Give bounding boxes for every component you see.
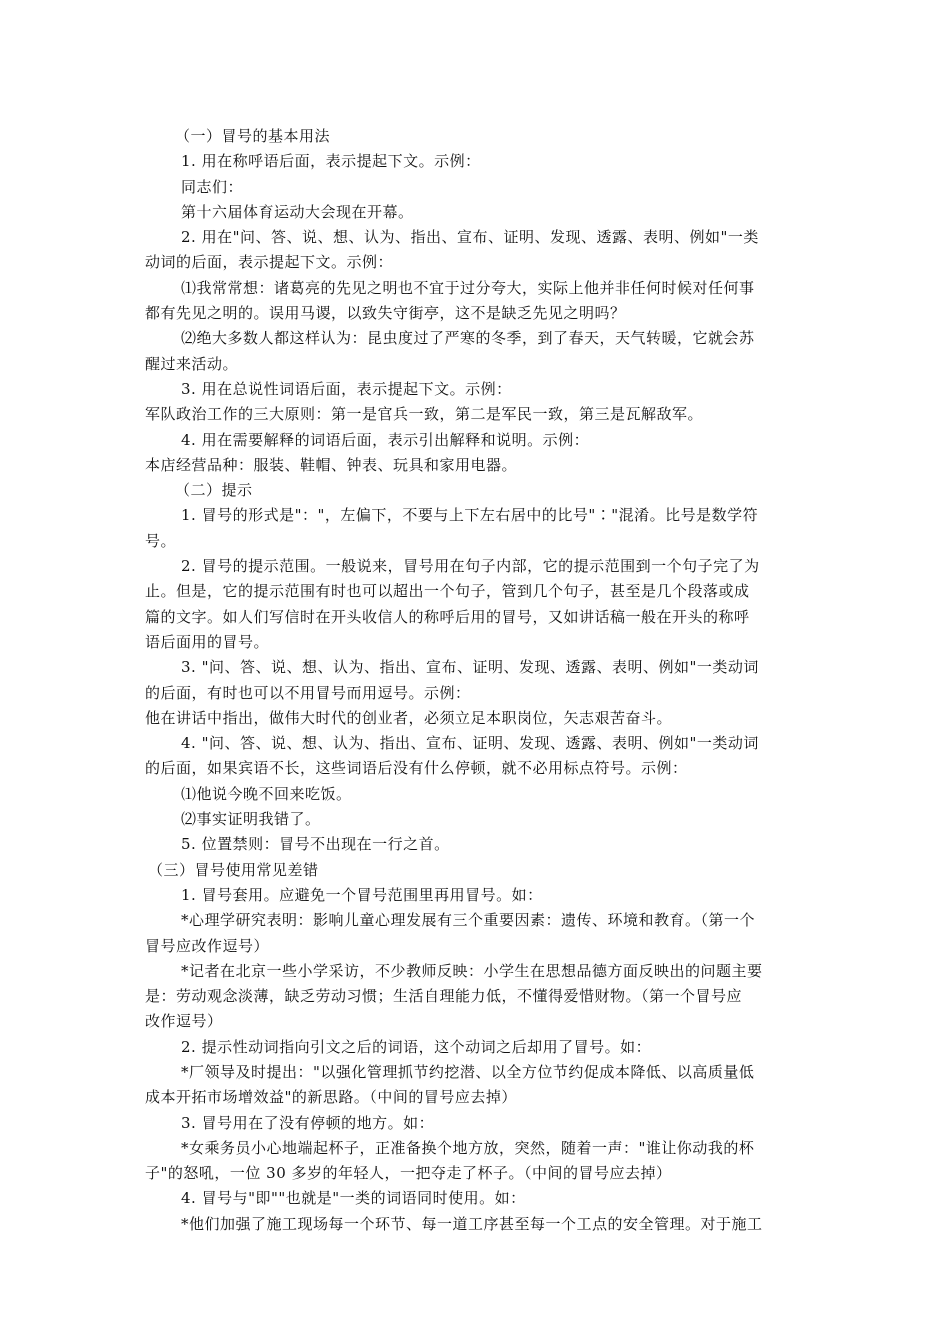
text-line: 成本开拓市场增效益"的新思路。（中间的冒号应去掉） — [145, 1088, 517, 1107]
text-line: 2. 用在"问、答、说、想、认为、指出、宣布、证明、发现、透露、表明、例如"一类 — [181, 228, 759, 247]
text-line: 1. 冒号的形式是"："，左偏下，不要与上下左右居中的比号"∶"混淆。比号是数学符 — [181, 506, 759, 525]
text-line: 4. 用在需要解释的词语后面，表示引出解释和说明。示例： — [181, 430, 590, 449]
text-line: （三）冒号使用常见差错 — [148, 860, 319, 879]
text-line: 2. 冒号的提示范围。一般说来，冒号用在句子内部，它的提示范围到一个句子完了为 — [181, 557, 760, 576]
text-line: ⑴他说今晚不回来吃饭。 — [181, 784, 352, 803]
text-line: 是：劳动观念淡薄，缺乏劳动习惯；生活自理能力低，不懂得爱惜财物。（第一个冒号应 — [145, 987, 743, 1006]
text-line: 止。但是，它的提示范围有时也可以超出一个句子，管到几个句子，甚至是几个段落或成 — [145, 582, 750, 601]
text-line: 篇的文字。如人们写信时在开头收信人的称呼后用的冒号，又如讲话稿一般在开头的称呼 — [145, 607, 750, 626]
text-line: 第十六届体育运动大会现在开幕。 — [181, 202, 414, 221]
text-line: 4. 冒号与"即""也就是"一类的词语同时使用。如： — [181, 1189, 526, 1208]
text-line: *他们加强了施工现场每一个环节、每一道工序甚至每一个工点的安全管理。对于施工 — [181, 1214, 763, 1233]
text-line: 动词的后面，表示提起下文。示例： — [145, 253, 394, 272]
text-line: 的后面，如果宾语不长，这些词语后没有什么停顿，就不必用标点符号。示例： — [145, 759, 688, 778]
text-line: 的后面，有时也可以不用冒号而用逗号。示例： — [145, 683, 471, 702]
text-line: 3. "问、答、说、想、认为、指出、宣布、证明、发现、透露、表明、例如"一类动词 — [181, 658, 759, 677]
text-line: 1. 用在称呼语后面，表示提起下文。示例： — [181, 152, 481, 171]
text-line: 军队政治工作的三大原则：第一是官兵一致，第二是军民一致，第三是瓦解敌军。 — [145, 405, 704, 424]
text-line: 改作逗号） — [145, 1012, 223, 1031]
text-line: ⑴我常常想：诸葛亮的先见之明也不宜于过分夸大，实际上他并非任何时候对任何事 — [181, 278, 755, 297]
text-line: *女乘务员小心地端起杯子，正准备换个地方放，突然，随着一声："谁让你动我的杯 — [181, 1138, 755, 1157]
text-line: *厂领导及时提出："以强化管理抓节约挖潜、以全方位节约促成本降低、以高质量低 — [181, 1062, 755, 1081]
text-line: 冒号应改作逗号） — [145, 936, 270, 955]
text-line: 5. 位置禁则：冒号不出现在一行之首。 — [181, 835, 450, 854]
text-line: 他在讲话中指出，做伟大时代的创业者，必须立足本职岗位，矢志艰苦奋斗。 — [145, 708, 673, 727]
text-line: 号。 — [145, 531, 177, 550]
text-line: *心理学研究表明：影响儿童心理发展有三个重要因素：遗传、环境和教育。（第一个 — [181, 911, 756, 930]
text-line: 3. 用在总说性词语后面，表示提起下文。示例： — [181, 379, 512, 398]
text-line: 语后面用的冒号。 — [145, 632, 270, 651]
text-line: 醒过来活动。 — [145, 354, 239, 373]
text-line: *记者在北京一些小学采访，不少教师反映：小学生在思想品德方面反映出的问题主要 — [181, 961, 763, 980]
text-line: 都有先见之明的。误用马谡，以致失守街亭，这不是缺乏先见之明吗？ — [145, 304, 626, 323]
document-body — [145, 124, 810, 1237]
text-line: （一）冒号的基本用法 — [175, 127, 331, 145]
text-line: 2. 提示性动词指向引文之后的词语，这个动词之后却用了冒号。如： — [181, 1037, 652, 1056]
text-line: 同志们： — [181, 177, 244, 196]
text-line: ⑵绝大多数人都这样认为：昆虫度过了严寒的冬季，到了春天，天气转暖，它就会苏 — [181, 329, 755, 348]
text-line: 3. 冒号用在了没有停顿的地方。如： — [181, 1113, 435, 1132]
text-line: 子"的怒吼，一位 30 多岁的年轻人，一把夺走了杯子。（中间的冒号应去掉） — [145, 1164, 672, 1183]
text-line: 4. "问、答、说、想、认为、指出、宣布、证明、发现、透露、表明、例如"一类动词 — [181, 734, 759, 753]
text-line: 本店经营品种：服装、鞋帽、钟表、玩具和家用电器。 — [145, 455, 518, 474]
text-line: 1. 冒号套用。应避免一个冒号范围里再用冒号。如： — [181, 885, 543, 904]
text-line: （二）提示 — [175, 481, 253, 500]
text-line: ⑵事实证明我错了。 — [181, 810, 321, 829]
